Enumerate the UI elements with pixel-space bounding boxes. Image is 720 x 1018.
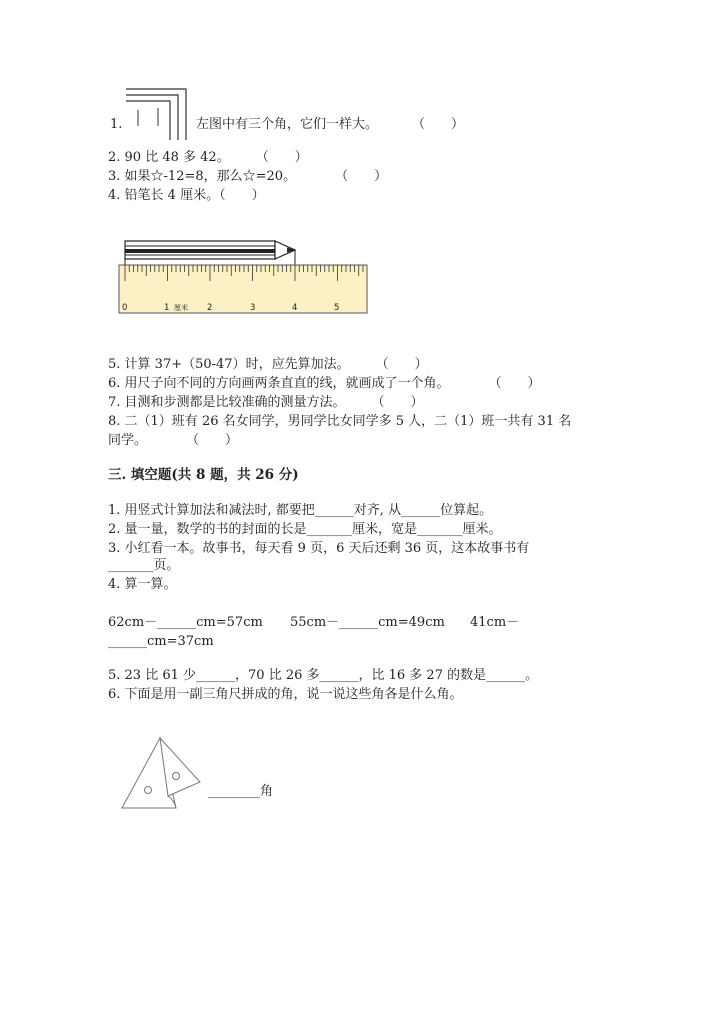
fill-question-3-line2: _______页。	[108, 558, 180, 573]
fill-question-4: 4. 算一算。	[108, 577, 177, 592]
fill-question-1: 1. 用竖式计算加法和减法时, 都要把______对齐, 从______位算起。	[108, 503, 493, 518]
question-1-paren: （ ）	[412, 117, 465, 132]
angle-answer-blank: ________角	[208, 784, 274, 799]
question-3: 3. 如果☆-12=8，那么☆=20。 （ ）	[108, 169, 388, 184]
nested-angles-figure	[124, 86, 194, 144]
question-2: 2. 90 比 48 多 42。 （ ）	[108, 150, 308, 165]
question-7: 7. 目测和步测都是比较准确的测量方法。 （ ）	[108, 395, 424, 410]
fill-question-6: 6. 下面是用一副三角尺拼成的角，说一说这些角各是什么角。	[108, 687, 463, 702]
question-8-line1: 8. 二（1）班有 26 名女同学，男同学比女同学多 5 人，二（1）班一共有 31 名	[108, 414, 572, 429]
question-8-line2: 同学。 （ ）	[108, 433, 239, 448]
question-5: 5. 计算 37+（50-47）时，应先算加法。 （ ）	[108, 357, 428, 372]
fill-question-2: 2. 量一量，数学的书的封面的长是_______厘米，宽是_______厘米。	[108, 522, 502, 537]
question-6: 6. 用尺子向不同的方向画两条直直的线，就画成了一个角。 （ ）	[108, 376, 541, 391]
ruler-label-3: 3	[250, 303, 256, 313]
fill-question-4-d: ______cm=37cm	[108, 634, 214, 649]
ruler-label-5: 5	[334, 303, 340, 313]
ruler-label-0: 0	[122, 303, 128, 313]
fill-question-5: 5. 23 比 61 少______，70 比 26 多______，比 16 多 27 的数是______。	[108, 668, 539, 683]
set-square-angle-figure	[118, 736, 204, 812]
fill-question-4-b: 55cm－______cm=49cm	[290, 615, 445, 630]
question-4: 4. 铅笔长 4 厘米。（ ）	[108, 188, 265, 203]
section-3-heading: 三. 填空题(共 8 题，共 26 分)	[108, 467, 299, 483]
ruler-label-1: 1	[164, 303, 170, 313]
question-1-number: 1.	[110, 117, 123, 132]
ruler-label-unit: 厘米	[174, 304, 188, 312]
question-1-text: 左图中有三个角，它们一样大。	[196, 117, 379, 132]
fill-question-4-c: 41cm－	[470, 615, 520, 630]
ruler-label-2: 2	[207, 303, 213, 313]
fill-question-4-a: 62cm－______cm=57cm	[108, 615, 263, 630]
pencil-icon	[125, 241, 295, 265]
ruler-label-4: 4	[292, 303, 298, 313]
fill-question-3-line1: 3. 小红看一本。故事书，每天看 9 页，6 天后还剩 36 页，这本故事书有	[108, 541, 530, 556]
pencil-ruler-figure	[117, 237, 371, 315]
